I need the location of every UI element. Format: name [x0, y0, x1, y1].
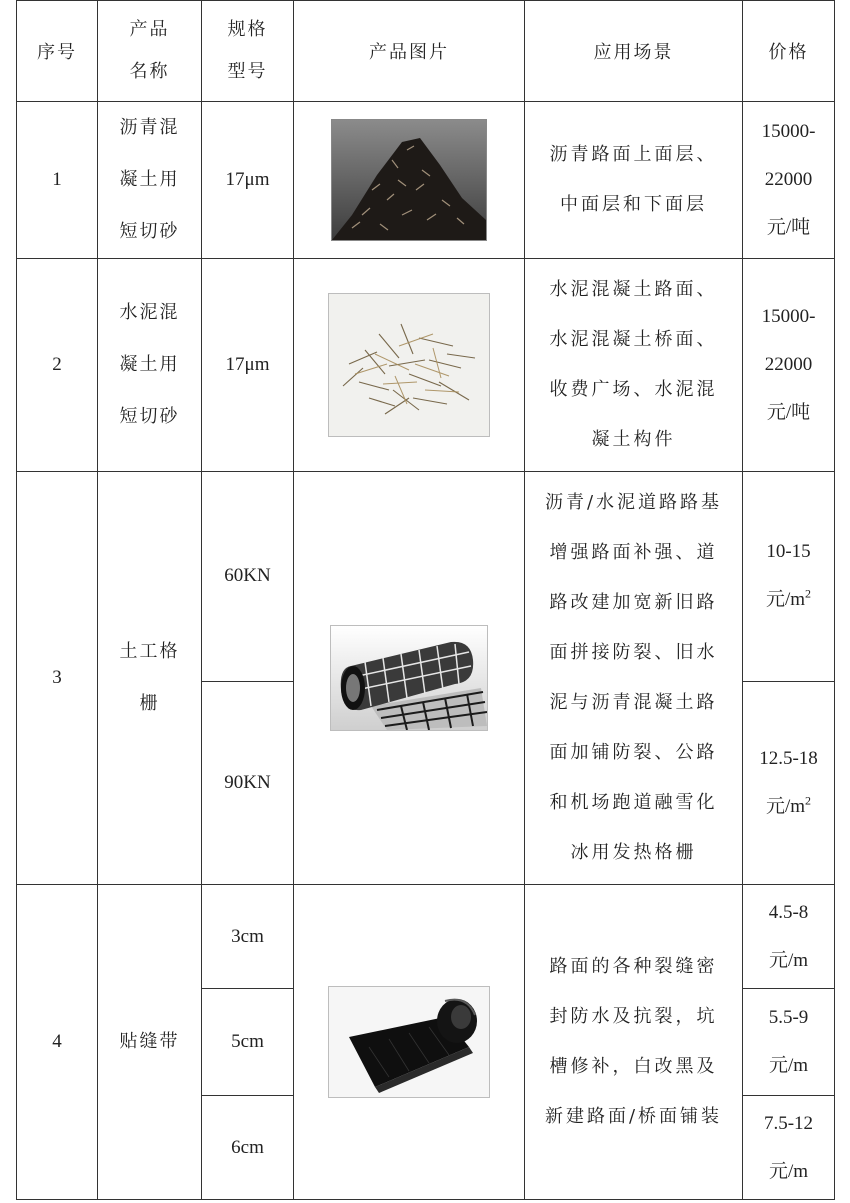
geogrid-roll-icon [331, 626, 487, 730]
row-seq: 4 [17, 885, 98, 1200]
row-image [294, 259, 525, 472]
header-price: 价格 [743, 1, 835, 102]
row-name: 贴缝带 [98, 885, 202, 1200]
row-name: 水泥混 凝土用 短切砂 [98, 259, 202, 472]
row-price: 15000- 22000 元/吨 [743, 102, 835, 259]
table-row [17, 885, 835, 989]
table-row [17, 102, 835, 259]
row-price: 15000- 22000 元/吨 [743, 259, 835, 472]
header-scene: 应用场景 [525, 1, 743, 102]
scattered-fiber-icon [329, 294, 489, 436]
header-image: 产品图片 [294, 1, 525, 102]
row-spec: 5cm [202, 989, 294, 1096]
table-row [17, 472, 835, 682]
row-price: 4.5-8 元/m [743, 885, 835, 989]
chopped-fiber-pile-photo [331, 119, 487, 241]
black-tape-roll-icon [329, 987, 489, 1097]
row-spec: 3cm [202, 885, 294, 989]
row-scene: 水泥混凝土路面、 水泥混凝土桥面、 收费广场、水泥混 凝土构件 [525, 259, 743, 472]
header-seq: 序号 [17, 1, 98, 102]
header-name: 产品 名称 [98, 1, 202, 102]
header-spec: 规格 型号 [202, 1, 294, 102]
row-name: 土工格 栅 [98, 472, 202, 885]
geogrid-roll-photo [330, 625, 488, 731]
row-spec: 17μm [202, 259, 294, 472]
row-spec: 6cm [202, 1096, 294, 1200]
row-seq: 1 [17, 102, 98, 259]
row-image [294, 885, 525, 1200]
chopped-fiber-pile-icon [332, 120, 486, 240]
row-spec: 90KN [202, 681, 294, 884]
product-spec-table [16, 0, 835, 1200]
row-scene: 沥青路面上面层、 中面层和下面层 [525, 102, 743, 259]
header-row [17, 1, 835, 102]
table-row [17, 259, 835, 472]
row-image [294, 472, 525, 885]
row-image [294, 102, 525, 259]
scattered-fiber-photo [328, 293, 490, 437]
row-name: 沥青混 凝土用 短切砂 [98, 102, 202, 259]
row-spec: 17μm [202, 102, 294, 259]
document-page [16, 0, 835, 1200]
row-spec: 60KN [202, 472, 294, 682]
row-price: 10-15 元$/m^2$ [743, 472, 835, 682]
row-scene: 路面的各种裂缝密 封防水及抗裂，坑 槽修补，白改黑及 新建路面/桥面铺装 [525, 885, 743, 1200]
row-price: 7.5-12 元/m [743, 1096, 835, 1200]
row-scene: 沥青/水泥道路路基 增强路面补强、道 路改建加宽新旧路 面拼接防裂、旧水 泥与沥青混凝土路 面加铺防裂、公路 和机场跑道融雪化 冰用发热格栅 [525, 472, 743, 885]
row-price: 5.5-9 元/m [743, 989, 835, 1096]
black-tape-roll-photo [328, 986, 490, 1098]
row-seq: 2 [17, 259, 98, 472]
row-price: 12.5-18 元$/m^2$ [743, 681, 835, 884]
row-seq: 3 [17, 472, 98, 885]
